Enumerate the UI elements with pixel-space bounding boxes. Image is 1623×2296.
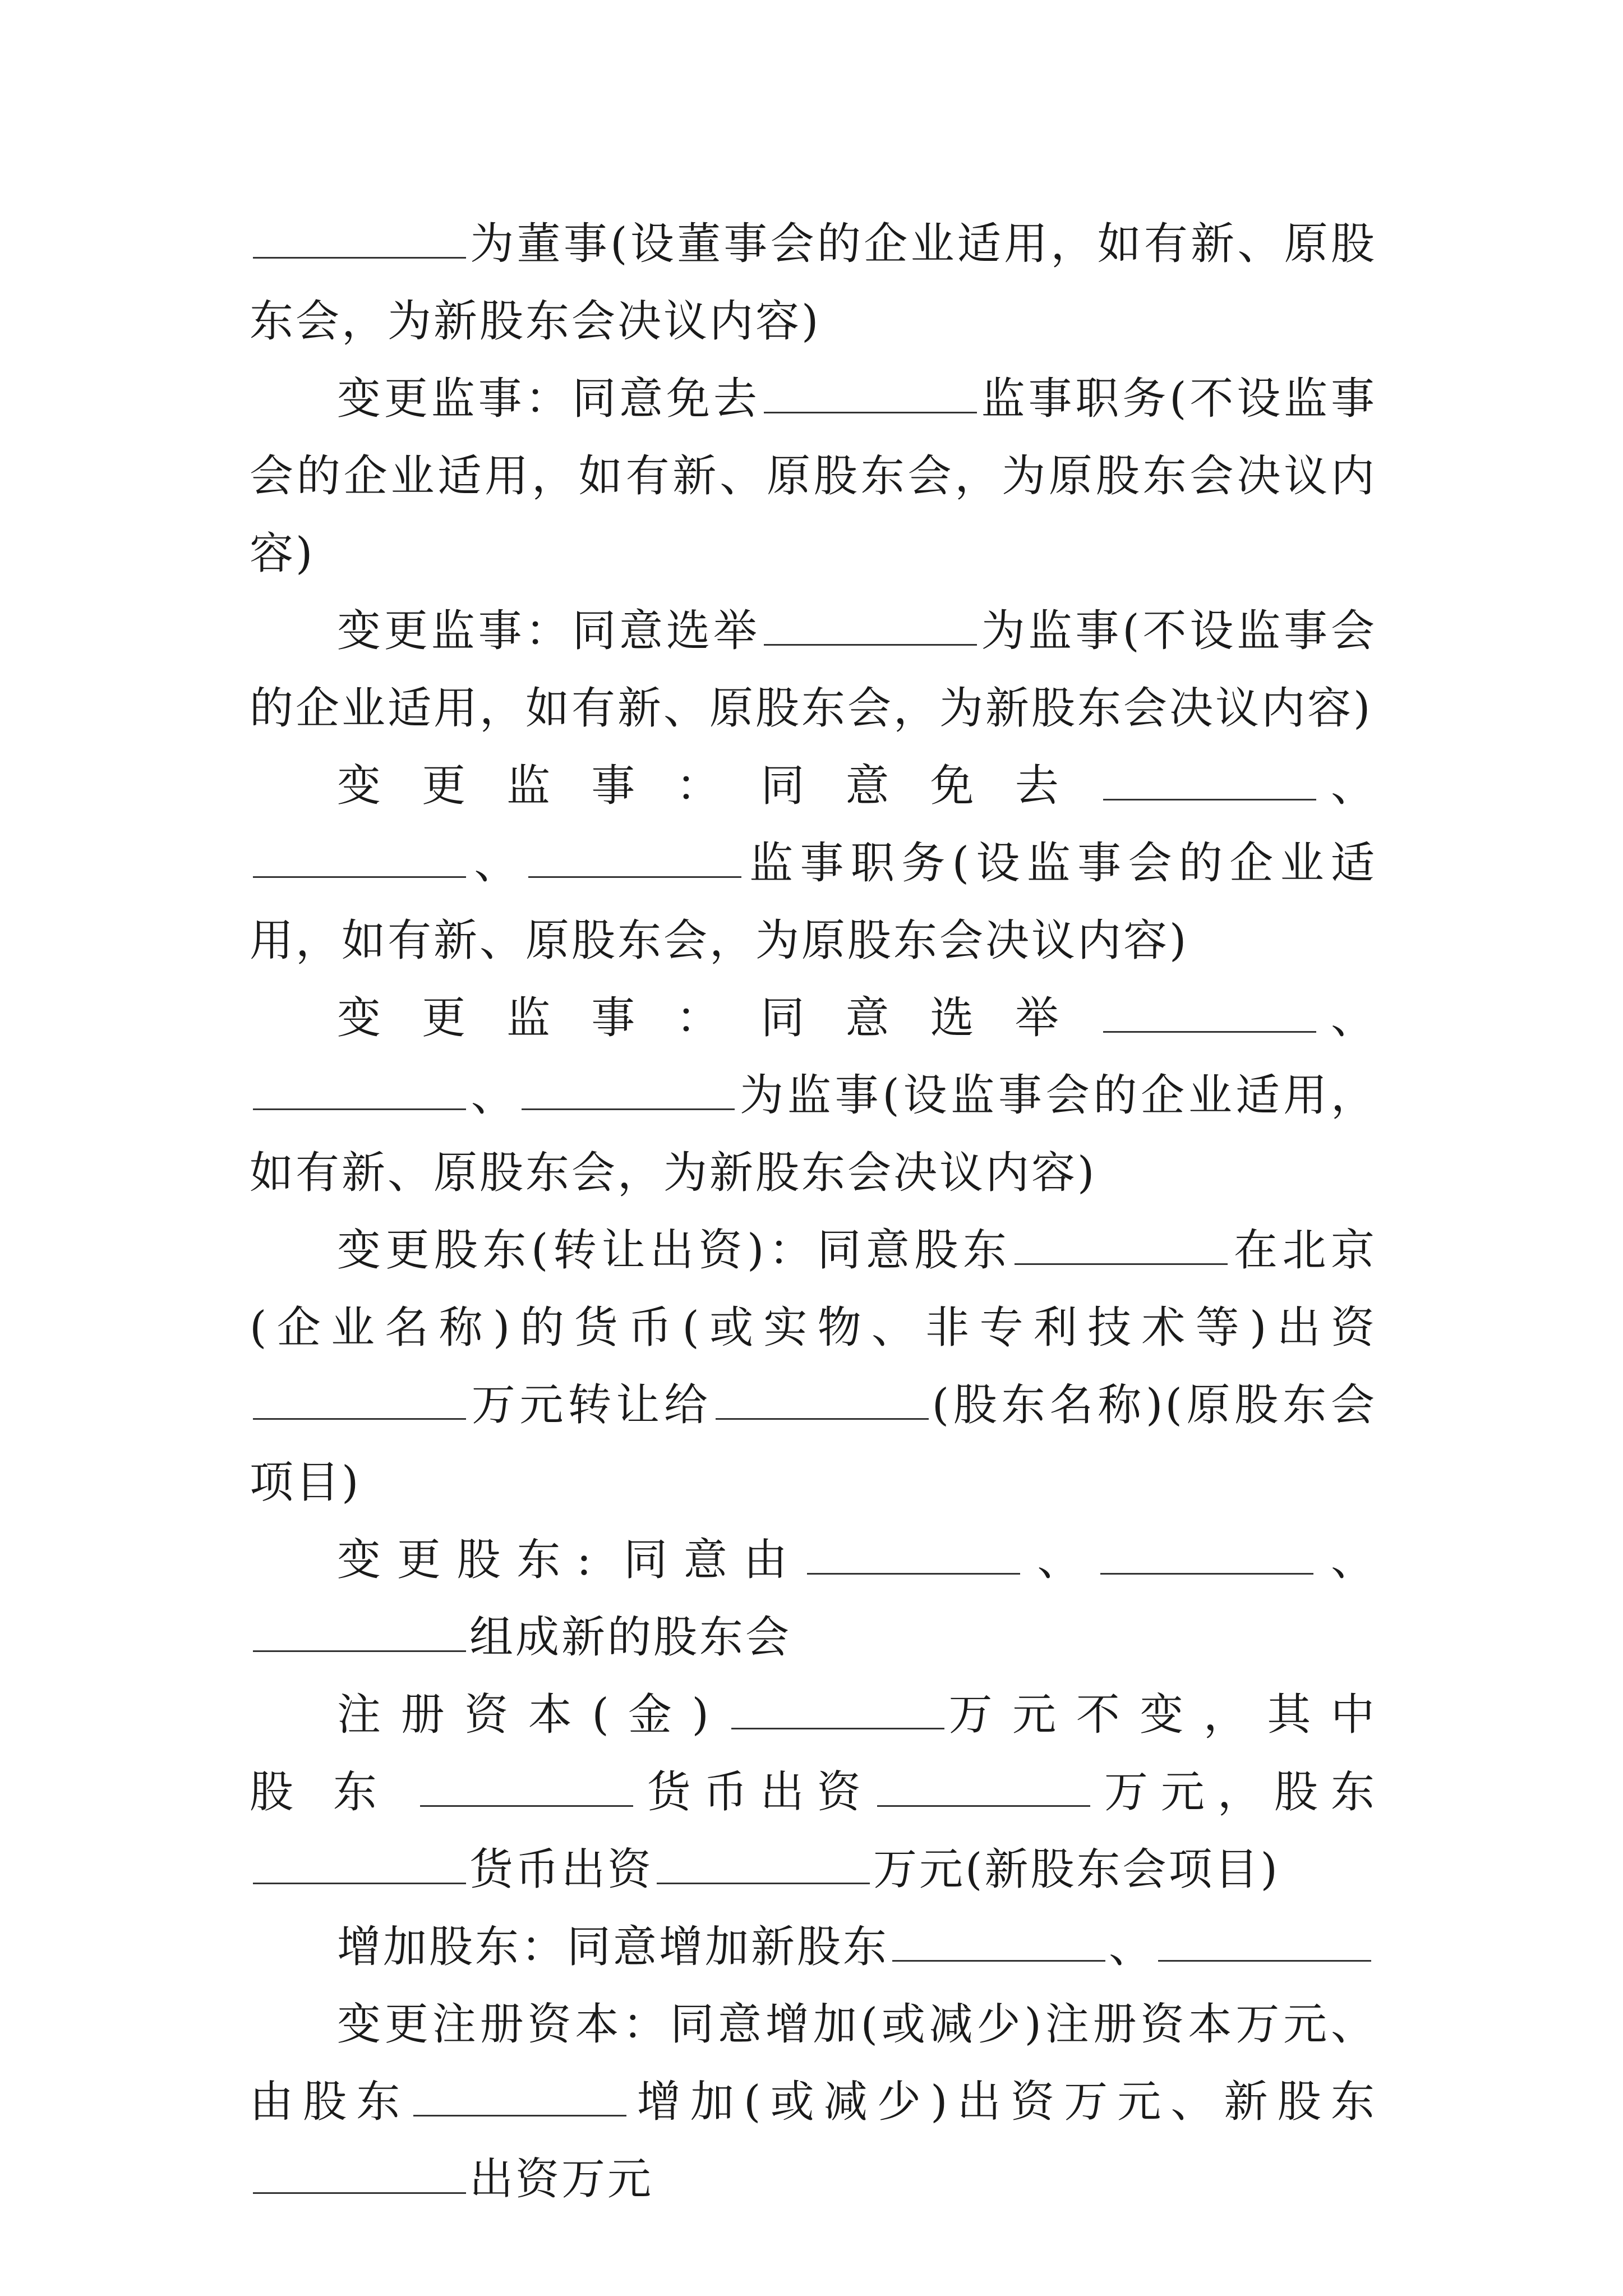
paragraph-text: 万元(新股东会项目) [873,1844,1280,1895]
fill-in-blank[interactable] [253,1384,466,1420]
paragraph-text: 组成新的股东会 [469,1612,792,1663]
paragraph-supervisor-remove-single [250,360,1377,592]
fill-in-blank[interactable] [522,1075,735,1110]
fill-in-blank[interactable] [1158,1926,1371,1962]
paragraph-text: 变 更 监 事 ： 同 意 选 举 [337,993,1100,1043]
paragraph-text: 变更监事：同意免去 [337,374,760,424]
paragraph-change-capital [250,1986,1377,2218]
fill-in-blank[interactable] [413,2081,626,2116]
paragraph-text: 货币出资 [636,1767,874,1818]
paragraph-text: 货币出资 [469,1844,654,1895]
fill-in-blank[interactable] [892,1926,1105,1962]
fill-in-blank[interactable] [807,1539,1020,1575]
fill-in-blank[interactable] [1100,1539,1313,1575]
fill-in-blank[interactable] [253,1849,466,1884]
paragraph-text: 在北京(企业名称)的货币(或实物、非专利技术等)出资 [250,1225,1377,1353]
paragraph-text: 为董事(设董事会的企业适用，如有新、原股东会，为新股东会决议内容) [250,219,1377,347]
paragraph-supervisor-elect-board [250,979,1377,1212]
paragraph-text: 变更股东(转让出资)：同意股东 [337,1225,1012,1276]
paragraph-text: 万元转让给 [469,1380,712,1430]
paragraph-text: 、 [1319,761,1377,811]
paragraph-text: 、 [1319,993,1377,1043]
fill-in-blank[interactable] [253,223,466,259]
paragraph-text: 监事职务(不设监事会的企业适用，如有新、原股东会，为原股东会决议内容) [250,374,1377,579]
fill-in-blank[interactable] [716,1384,929,1420]
paragraph-registered-capital [250,1676,1377,1908]
paragraph-text: 增加(或减少)出资万元、新股东 [629,2077,1377,2127]
paragraph-text: 、 [469,838,525,889]
fill-in-blank[interactable] [877,1772,1090,1807]
paragraph-text: 监事职务(设监事会的企业适用，如有新、原股东会，为原股东会决议内容) [250,838,1377,966]
paragraph-text: 变更股东: 同意由 [337,1535,804,1585]
fill-in-blank[interactable] [253,2159,466,2194]
paragraph-text: 、 [1023,1535,1098,1585]
fill-in-blank[interactable] [420,1772,633,1807]
paragraph-text: 、 [1317,1535,1377,1585]
paragraph-text: 万 元 不 变 ， 其 中 股 东 [250,1690,1377,1818]
fill-in-blank[interactable] [764,378,977,413]
paragraph-text: 变更监事：同意选举 [337,606,760,656]
paragraph-text: 变 更 监 事 ： 同 意 免 去 [337,761,1100,811]
paragraph-text: (股东名称)(原股东会项目) [250,1380,1377,1508]
fill-in-blank[interactable] [528,843,741,878]
paragraph-supervisor-remove-board [250,747,1377,979]
paragraph-text: 增加股东：同意增加新股东 [337,1922,889,1972]
paragraph-supervisor-elect-single [250,592,1377,747]
fill-in-blank[interactable] [1103,997,1316,1033]
fill-in-blank[interactable] [253,843,466,878]
paragraph-text: 注 册 资 本 ( 金 ) [337,1690,728,1740]
paragraph-add-shareholder [250,1908,1377,1986]
paragraph-shareholder-change [250,1521,1377,1676]
paragraph-text: 万元，股东 [1093,1767,1377,1818]
document-body [250,205,1377,2218]
paragraph-text: 为监事(不设监事会的企业适用，如有新、原股东会，为新股东会决议内容) [250,606,1377,734]
paragraph-text: 出资万元 [469,2154,654,2205]
paragraph-text: 变更注册资本：同意增加(或减少)注册资本万元、由股东 [250,1999,1377,2127]
fill-in-blank[interactable] [731,1694,944,1729]
paragraph-text: 、 [1109,1922,1155,1972]
paragraph-shareholder-transfer [250,1212,1377,1521]
fill-in-blank[interactable] [253,1617,466,1652]
fill-in-blank[interactable] [1015,1230,1228,1265]
paragraph-text: 为监事(设监事会的企业适用，如有新、原股东会，为新股东会决议内容) [250,1070,1377,1198]
fill-in-blank[interactable] [657,1849,870,1884]
fill-in-blank[interactable] [1103,765,1316,800]
fill-in-blank[interactable] [764,610,977,646]
paragraph-director-appoint-cont [250,205,1377,360]
fill-in-blank[interactable] [253,1075,466,1110]
paragraph-text: 、 [469,1070,519,1121]
